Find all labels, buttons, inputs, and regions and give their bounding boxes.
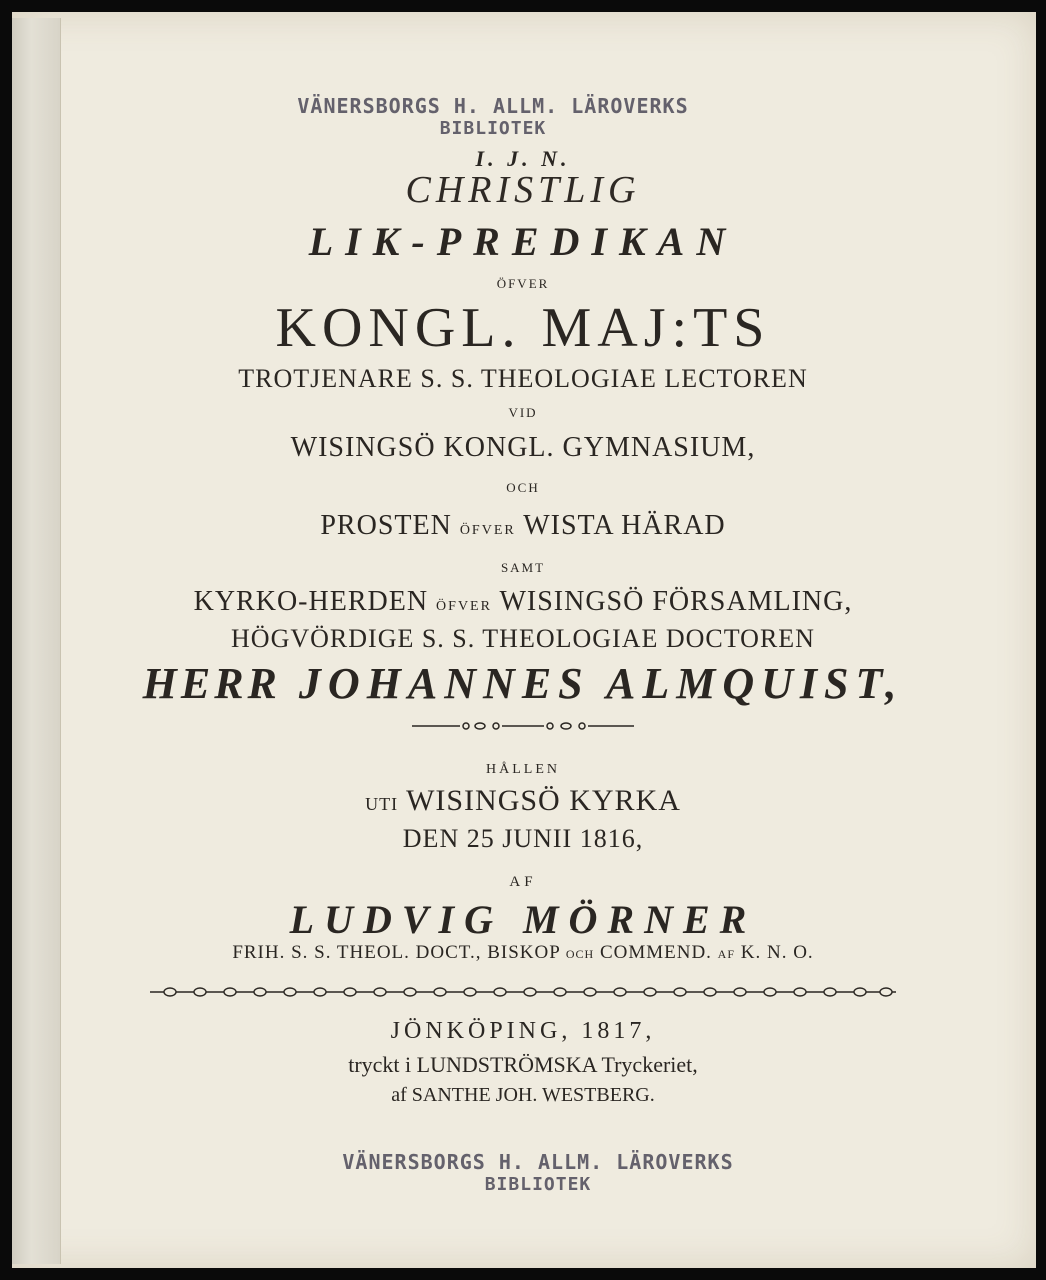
text-af: AF <box>509 874 537 890</box>
text-ofver-3: ÖFVER <box>436 599 492 614</box>
stamp-bottom-line2: BIBLIOTEK <box>484 1174 592 1195</box>
text-author-title-b: COMMEND. <box>599 942 712 963</box>
text-herr: HERR <box>142 659 281 708</box>
text-kyrka-line <box>0 784 1046 818</box>
text-date: DEN 25 JUNII 1816, <box>402 824 644 853</box>
heading-herr-line <box>0 658 1046 709</box>
heading-name: JOHANNES ALMQUIST, <box>298 659 904 708</box>
text-och: OCH <box>506 480 540 495</box>
ornament-divider-bottom <box>0 982 1046 1002</box>
ornament-divider-top <box>0 716 1046 736</box>
text-forsamling: WISINGSÖ FÖRSAMLING, <box>499 586 853 617</box>
library-stamp-bottom <box>0 1150 1046 1195</box>
text-printer: af SANTHE JOH. WESTBERG. <box>391 1084 655 1106</box>
text-hallen: HÅLLEN <box>486 762 560 777</box>
text-gymnasium: WISINGSÖ KONGL. GYMNASIUM, <box>290 432 756 463</box>
heading-lik-predikan: LIK-PREDIKAN <box>308 219 738 264</box>
text-af-2: AF <box>717 947 736 961</box>
text-hogvordige: HÖGVÖRDIGE S. S. THEOLOGIAE DOCTOREN <box>231 624 815 653</box>
text-kyrko-herden: KYRKO-HERDEN <box>193 586 429 617</box>
stamp-top-line2: BIBLIOTEK <box>439 118 547 139</box>
text-author-title-c: K. N. O. <box>740 942 814 963</box>
text-och-2: OCH <box>565 947 595 961</box>
text-wista-harad: WISTA HÄRAD <box>523 510 726 541</box>
text-printed: tryckt i LUNDSTRÖMSKA Tryckeriet, <box>348 1052 698 1077</box>
text-ofver-2: ÖFVER <box>459 523 516 538</box>
text-kyrko-herden-line <box>0 586 1046 618</box>
text-samt: SAMT <box>500 560 546 575</box>
stamp-top-line1: VÄNERSBORGS H. ALLM. LÄROVERKS <box>297 94 689 118</box>
text-uti: UTI <box>365 794 399 814</box>
text-author-title <box>0 942 1046 964</box>
text-vid: VID <box>508 405 538 420</box>
stamp-bottom-line1: VÄNERSBORGS H. ALLM. LÄROVERKS <box>342 1150 734 1174</box>
library-stamp-top <box>0 94 1046 139</box>
text-prosten: PROSTEN <box>320 510 452 541</box>
text-trotjenare: TROTJENARE S. S. THEOLOGIAE LECTOREN <box>238 364 808 393</box>
text-place-year: JÖNKÖPING, 1817, <box>390 1018 656 1044</box>
heading-christlig: CHRISTLIG <box>405 169 641 211</box>
heading-author: LUDVIG MÖRNER <box>289 897 757 942</box>
text-kyrka: WISINGSÖ KYRKA <box>406 784 681 817</box>
invocation: I. J. N. <box>475 146 571 171</box>
text-ofver: ÖFVER <box>496 276 550 291</box>
text-author-title-a: FRIH. S. S. THEOL. DOCT., BISKOP <box>232 942 561 963</box>
text-prosten-line <box>0 510 1046 542</box>
heading-kongl-majts: KONGL. MAJ:TS <box>275 297 771 359</box>
